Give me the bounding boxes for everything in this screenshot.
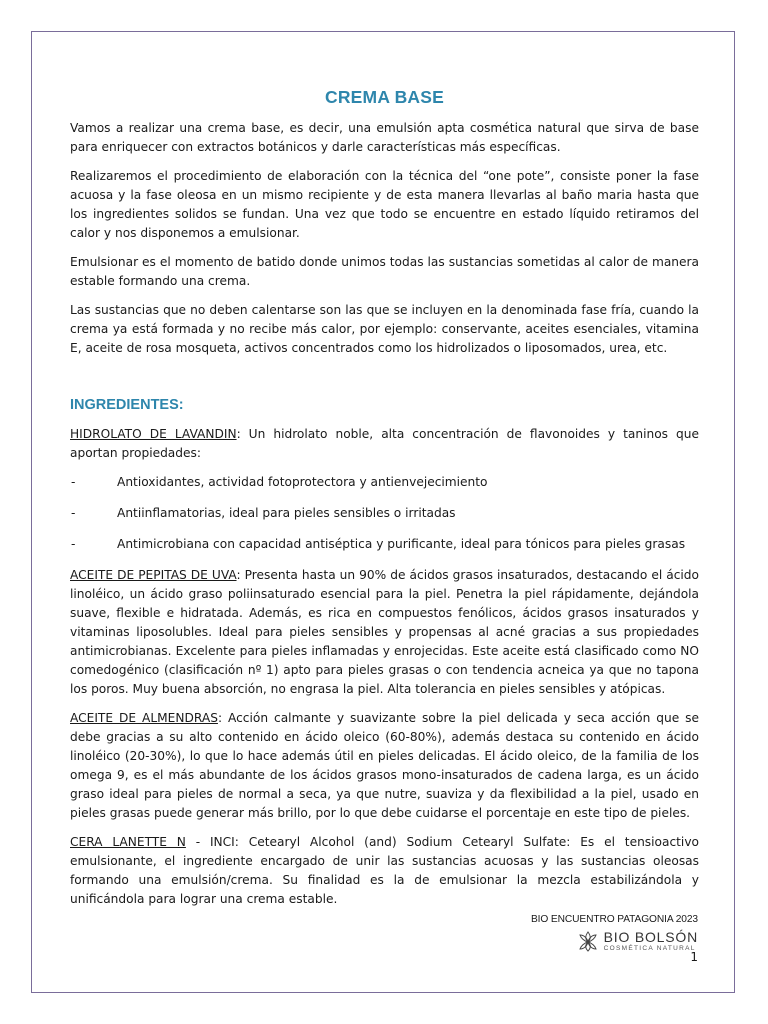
intro-paragraph-3: Emulsionar es el momento de batido donde unimos todas las sustancias sometidas al calor de manera estable formando una crema. — [70, 255, 699, 288]
footer-event-label: BIO ENCUENTRO PATAGONIA 2023 — [530, 914, 698, 925]
brand-logo — [531, 929, 698, 953]
cera-text: - INCI: Cetearyl Alcohol (and) Sodium Cetearyl Sulfate: Es el tensioactivo emulsionante, el ingrediente encargado de unir las sustancias acuosas y las sustancias oleosas formando una emulsión/crema. Su finalidad es la de emulsionar la mezcla estabilizándola y unificándola para lograr una crema estable. — [70, 835, 699, 906]
aceite-almendras-term: ACEITE DE ALMENDRAS — [70, 711, 218, 725]
bullet-dash: - — [71, 537, 76, 551]
hidrolato-term: HIDROLATO DE LAVANDIN — [70, 427, 237, 441]
bullet-dash: - — [71, 475, 76, 489]
intro-paragraph-2: Realizaremos el procedimiento de elaboración con la técnica del “one pote”, consiste poner la fase acuosa y la fase oleosa en un mismo recipiente y de esta manera llevarlas al baño maria hasta que los ingredientes solidos se fundan. Una vez que todo se encuentre en estado líquido retiramos del calor y nos disponemos a emulsionar. — [70, 169, 699, 240]
list-item — [70, 504, 699, 523]
page-number: 1 — [690, 950, 698, 964]
list-item-text: Antiinflamatorias, ideal para pieles sensibles o irritadas — [117, 506, 456, 520]
cera-paragraph — [70, 833, 699, 909]
list-item — [70, 473, 699, 492]
document-body — [70, 88, 699, 919]
cera-term: CERA LANETTE N — [70, 835, 186, 849]
aceite-almendras-paragraph — [70, 709, 699, 823]
intro-paragraph-4: Las sustancias que no deben calentarse son las que se incluyen en la denominada fase fría, cuando la crema ya está formada y no recibe más calor, por ejemplo: conservante, aceites esenciales, vitamina E, aceite de rosa mosqueta, activos concentrados como los hidrolizados o liposomados, urea, etc. — [70, 303, 699, 355]
intro-paragraph-1: Vamos a realizar una crema base, es decir, una emulsión apta cosmética natural que sirva de base para enriquecer con extractos botánicos y darle características más específicas. — [70, 121, 699, 154]
page-footer — [531, 914, 698, 953]
aceite-uva-paragraph — [70, 566, 699, 699]
hidrolato-paragraph — [70, 425, 699, 463]
document-title: CREMA BASE — [325, 87, 444, 107]
list-item — [70, 535, 699, 554]
aceite-uva-term: ACEITE DE PEPITAS DE UVA — [70, 568, 237, 582]
list-item-text: Antimicrobiana con capacidad antiséptica y purificante, ideal para tónicos para pieles grasas — [117, 537, 686, 551]
brand-subtitle: COSMÉTICA NATURAL — [603, 944, 696, 952]
aceite-uva-text: : Presenta hasta un 90% de ácidos grasos insaturados, destacando el ácido linoléico, un ácido graso poliinsaturado esencial para la piel. Penetra la piel rápidamente, dejándola suave, flexible e hidratada. Además, es rica en compuestos fenólicos, ácidos grasos insaturados y vitaminas liposolubles. Ideal para pieles sensibles y propensas al acné gracias a sus propiedades antimicrobianas. Excelente para pieles inflamadas y enrojecidas. Este aceite está clasificado como NO comedogénico (clasificación nº 1) apto para pieles grasas o con tendencia acneica ya que no tapona los poros. Muy buena absorción, no engrasa la piel. Alta tolerancia en pieles sensibles y atópicas. — [70, 568, 699, 696]
bullet-dash: - — [71, 506, 76, 520]
brand-name: BIO BOLSÓN — [603, 928, 698, 945]
hidrolato-text: : Un hidrolato noble, alta concentración de flavonoides y taninos que aportan propiedades: — [70, 427, 699, 460]
lotus-flower-icon — [576, 929, 600, 953]
logo-wordmark — [604, 930, 698, 953]
ingredients-heading: INGREDIENTES: — [70, 397, 184, 413]
hidrolato-properties-list — [70, 473, 699, 554]
aceite-almendras-text: : Acción calmante y suavizante sobre la piel delicada y seca acción que se debe gracias a su alto contenido en ácido oleico (60-80%), además destaca su contenido en ácido linoléico (20-30%), lo que lo hace además útil en pieles delicadas. El ácido oleico, de la familia de los omega 9, es el más abundante de los ácidos grasos mono-insaturados de cadena larga, es un ácido graso ideal para pieles de normal a seca, ya que nutre, suaviza y da flexibilidad a la piel, usado en pieles grasas puede generar más brillo, por lo que debe cuidarse el porcentaje en este tipo de pieles. — [70, 711, 699, 820]
list-item-text: Antioxidantes, actividad fotoprotectora y antienvejecimiento — [117, 475, 488, 489]
